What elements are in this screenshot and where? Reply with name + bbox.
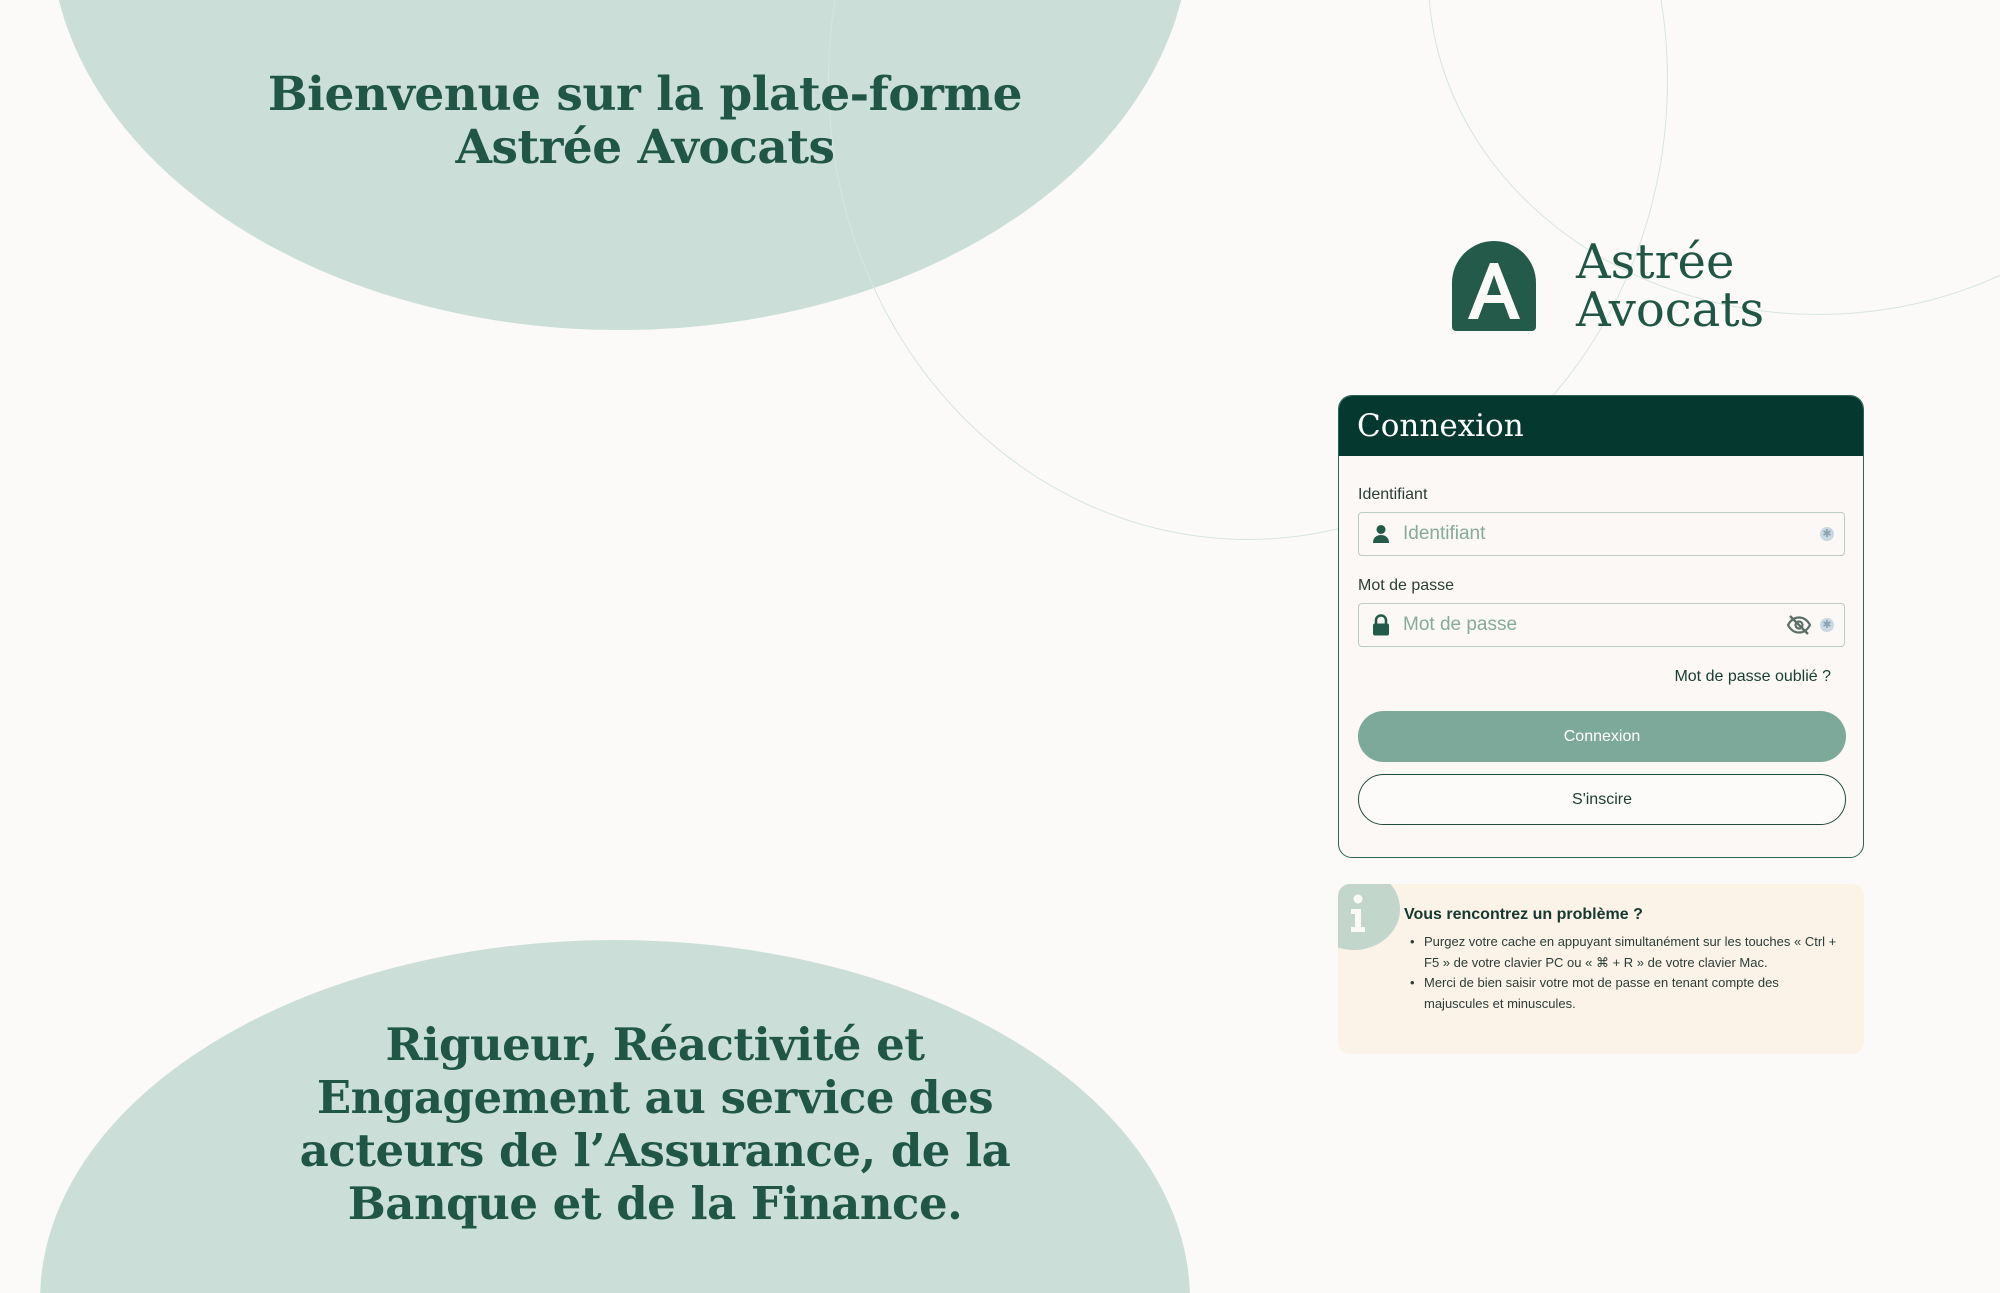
login-form-body <box>1339 456 1863 825</box>
user-icon <box>1371 523 1391 545</box>
tagline-line: Engagement au service des <box>316 1071 994 1124</box>
eye-off-icon[interactable] <box>1786 614 1812 636</box>
password-input[interactable] <box>1403 604 1786 646</box>
tagline-line: Rigueur, Réactivité et <box>385 1018 925 1071</box>
help-box <box>1338 884 1864 1054</box>
tagline-line: acteurs de l’Assurance, de la <box>299 1124 1011 1177</box>
welcome-heading <box>230 68 1060 174</box>
signup-button[interactable]: S'inscire <box>1358 774 1846 825</box>
brand-name-line: Astrée <box>1576 234 1735 290</box>
tagline-line: Banque et de la Finance. <box>347 1177 963 1230</box>
info-icon <box>1338 884 1400 950</box>
login-title: Connexion <box>1339 396 1863 456</box>
help-item: • Merci de bien saisir votre mot de passe en tenant compte des majuscules et minuscules. <box>1410 973 1840 1014</box>
username-label: Identifiant <box>1358 486 1428 503</box>
forgot-password-link[interactable]: Mot de passe oublié ? <box>1674 668 1831 685</box>
tagline <box>240 1018 1070 1230</box>
brand-name <box>1576 234 1765 338</box>
password-field <box>1358 603 1845 647</box>
password-label: Mot de passe <box>1358 577 1455 594</box>
required-icon: ✱ <box>1820 618 1834 632</box>
lock-icon <box>1371 614 1391 636</box>
brand-name-line: Avocats <box>1576 282 1765 338</box>
brand-logo <box>1452 234 1765 338</box>
login-button[interactable]: Connexion <box>1358 711 1846 762</box>
help-title: Vous rencontrez un problème ? <box>1404 906 1643 923</box>
required-icon: ✱ <box>1820 527 1834 541</box>
login-form <box>1338 395 1864 858</box>
help-item: • Purgez votre cache en appuyant simultanément sur les touches « Ctrl + F5 » de votre clavier PC ou « ⌘ + R » de votre clavier Mac. <box>1410 932 1840 973</box>
arch-a-logo-icon <box>1452 241 1536 331</box>
welcome-heading-line: Astrée Avocats <box>455 120 835 175</box>
username-field <box>1358 512 1845 556</box>
welcome-heading-line: Bienvenue sur la plate-forme <box>267 67 1023 122</box>
username-input[interactable] <box>1403 513 1812 555</box>
logo-letter-a <box>1464 261 1524 323</box>
help-list <box>1410 932 1840 1014</box>
